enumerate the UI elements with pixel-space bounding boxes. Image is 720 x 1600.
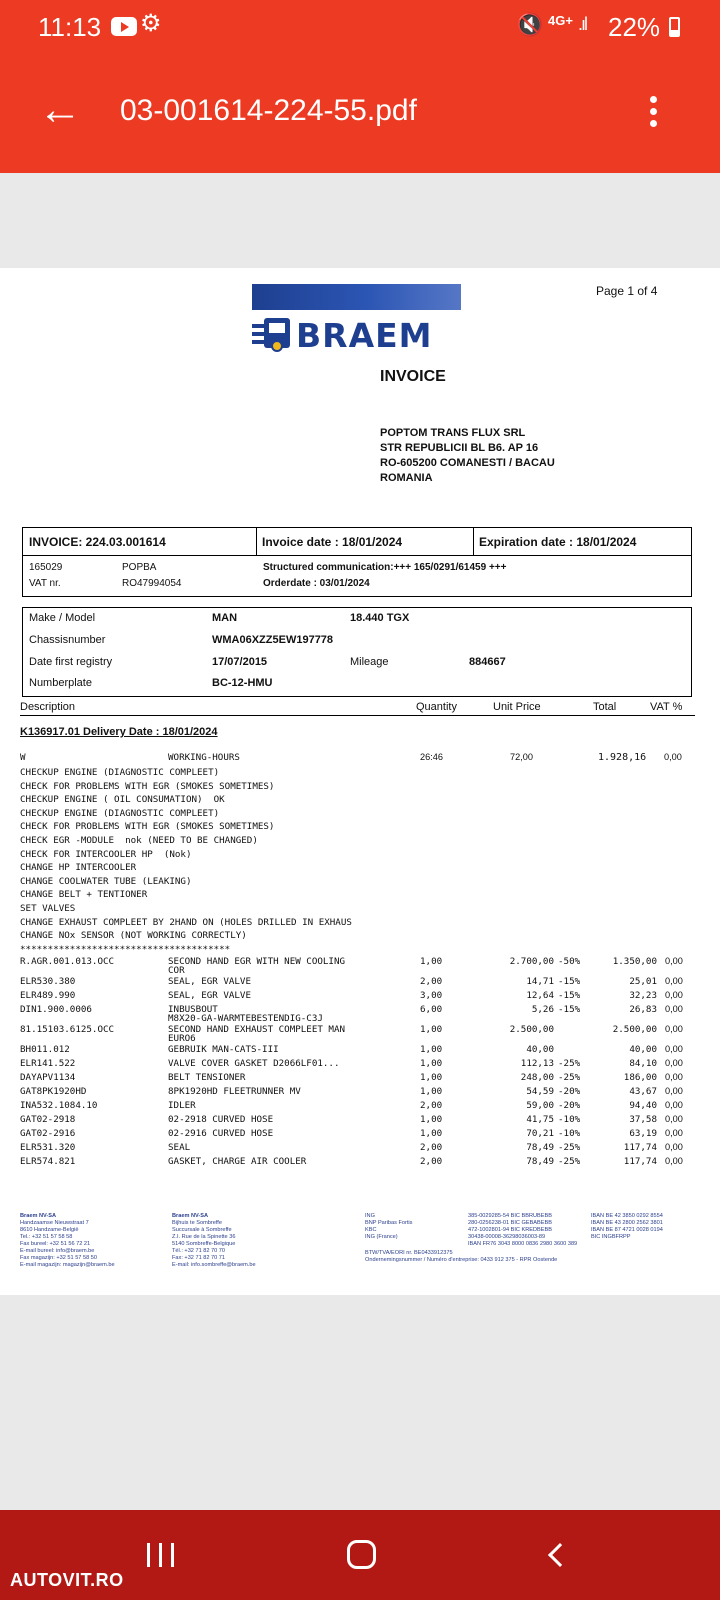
vat-label: VAT nr. [29,578,61,589]
more-options-icon[interactable] [650,96,660,132]
order-date: Orderdate : 03/01/2024 [263,578,370,589]
cell-total: 1.350,00 [612,956,657,967]
gear-icon: ⚙ [140,10,162,37]
footer-line: ING (France) [365,1234,398,1240]
cell-vat: 0,00 [665,1004,683,1014]
footer-col-3 [365,1213,412,1241]
top-bar [0,0,720,173]
cell-price: 2.700,00 [509,956,554,967]
cell-desc: SEAL, EGR VALVE [168,976,251,987]
cell-price: 54,59 [526,1086,554,1097]
logo-band [252,284,461,310]
cell-qty: 2,00 [420,1142,443,1153]
cell-code: GAT02-2916 [20,1128,76,1139]
footer-line: Fax bureel: +32 51 56 72 21 [20,1241,91,1247]
cell-desc: SECOND HAND EGR WITH NEW COOLING [168,956,346,967]
cell-price: 78,49 [526,1156,554,1167]
cell-disc: -25% [558,1142,581,1153]
invoice-header-box [22,527,692,597]
note-line: CHANGE HP INTERCOOLER [20,862,137,874]
cell-code: GAT02-2918 [20,1114,76,1125]
cell-desc: SEAL [168,1142,191,1153]
footer-line: E-mail magazijn: magazijn@braem.be [20,1262,115,1268]
cell-qty: 1,00 [420,1024,443,1035]
note-line: CHANGE EXHAUST COMPLEET BY 2HAND ON (HOLES DRILLED IN EXHAUS [20,916,352,928]
cell-price: 70,21 [526,1128,554,1139]
cell-qty: 6,00 [420,1004,443,1015]
footer-col-1 [20,1213,115,1269]
number-plate: BC-12-HMU [212,677,273,689]
cell-vat: 0,00 [665,1044,683,1054]
status-bar [0,0,720,52]
cell-total: 84,10 [629,1058,657,1069]
footer-line: Handzaamse Nieuwstraat 7 [20,1220,89,1226]
footer-line: KBC [365,1227,377,1233]
recent-apps-icon[interactable] [147,1543,175,1567]
plate-label: Numberplate [29,677,92,689]
note-line: SET VALVES [20,902,76,914]
table-row [20,990,700,1004]
back-arrow-icon[interactable]: ← [38,85,82,134]
note-line: CHECK FOR INTERCOOLER HP (Nok) [20,848,192,860]
footer-line: 8610 Handzame-België [20,1227,79,1233]
cell-desc: 02-2916 CURVED HOSE [168,1128,274,1139]
work-notes [20,766,352,956]
make: MAN [212,612,238,624]
footer-line: IBAN FR76 3043 8000 0836 2980 3600 389 [468,1241,578,1247]
vat-number: RO47994054 [122,578,182,589]
battery-icon [669,17,680,37]
footer-col-5 [591,1213,663,1241]
cell-desc: 02-2918 CURVED HOSE [168,1114,274,1125]
cell-disc: -20% [558,1100,581,1111]
work-vat: 0,00 [664,752,682,762]
chassis-number: WMA06XZZ5EW197778 [212,634,334,646]
cell-disc: -15% [558,990,581,1001]
footer-line: 5140 Sombreffe-Belgique [172,1241,236,1247]
cell-qty: 3,00 [420,990,443,1001]
cell-disc: -25% [558,1156,581,1167]
cell-vat: 0,00 [665,1024,683,1034]
file-title: 03-001614-224-55.pdf [120,94,417,127]
footer-line: Fax magazijn: +32 51 57 58 50 [20,1255,97,1261]
pdf-page[interactable] [0,268,720,1295]
cell-price: 5,26 [531,1004,554,1015]
note-line: CHECKUP ENGINE ( OIL CONSUMATION) OK [20,794,225,806]
table-row [20,976,700,990]
footer-line: BNP Paribas Fortis [365,1220,413,1226]
cell-desc: GASKET, CHARGE AIR COOLER [168,1156,307,1167]
vehicle-box [22,607,692,697]
cell-code: ELR531.320 [20,1142,76,1153]
cell-desc-continued: EURO6 [168,1033,196,1044]
cell-total: 186,00 [623,1072,657,1083]
cell-vat: 0,00 [665,956,683,966]
footer-line: 385-0029285-54 BIC BBRUBEBB [468,1213,552,1219]
work-total: 1.928,16 [598,752,647,763]
doc-title: INVOICE [380,368,446,385]
customer-line: STR REPUBLICII BL B6. AP 16 [380,442,539,454]
cell-code: ELR574.821 [20,1156,76,1167]
cell-qty: 1,00 [420,1086,443,1097]
footer-line: 280-0256238-01 BIC GEBABEBB [468,1220,552,1226]
cell-desc: GEBRUIK MAN-CATS-III [168,1044,279,1055]
work-desc: WORKING-HOURS [168,752,240,763]
col-vat: VAT % [650,701,683,713]
registry-date: 17/07/2015 [212,656,268,668]
truck-icon [252,318,292,352]
cell-price: 12,64 [526,990,554,1001]
customer-line: ROMANIA [380,472,433,484]
cell-price: 41,75 [526,1114,554,1125]
cell-code: ELR141.522 [20,1058,76,1069]
footer-line: ING [365,1213,375,1219]
note-line: CHECK FOR PROBLEMS WITH EGR (SMOKES SOMETIMES) [20,780,275,792]
col-description: Description [20,701,76,713]
note-line: CHECK FOR PROBLEMS WITH EGR (SMOKES SOMETIMES) [20,821,275,833]
customer-number: 165029 [29,562,63,573]
cell-desc: BELT TENSIONER [168,1072,246,1083]
footer-line: E-mail: info.sombreffe@braem.be [172,1262,256,1268]
cell-code: ELR530.380 [20,976,76,987]
footer-col-4 [468,1213,577,1248]
cell-total: 2.500,00 [612,1024,657,1035]
cell-vat: 0,00 [665,1156,683,1166]
mileage-label: Mileage [350,656,389,668]
cell-disc: -25% [558,1072,581,1083]
signal-icon: .ıl [578,14,587,34]
note-line: ************************************** [20,943,231,955]
page-indicator: Page 1 of 4 [596,284,658,298]
cell-total: 32,23 [629,990,657,1001]
cell-total: 63,19 [629,1128,657,1139]
cell-price: 14,71 [526,976,554,987]
work-price: 72,00 [510,752,533,762]
footer-line: 472-1002801-94 BIC KREDBEBB [468,1227,552,1233]
cell-disc: -10% [558,1128,581,1139]
footer-line: Succursale à Sombreffe [172,1227,232,1233]
customer-line: POPTOM TRANS FLUX SRL [380,427,526,439]
cell-total: 117,74 [623,1156,657,1167]
cell-desc-continued: COR [168,965,185,976]
cell-vat: 0,00 [665,1128,683,1138]
structured-communication: Structured communication:+++ 165/0291/61459 +++ [263,562,507,573]
cell-total: 37,58 [629,1114,657,1125]
table-row [20,1128,700,1142]
cell-qty: 1,00 [420,1128,443,1139]
footer-company: Ondernemingsnummer / Numéro d'entreprise: 0433 912 375 - RPR Oostende [365,1257,558,1263]
cell-code: R.AGR.001.013.OCC [20,956,115,967]
footer-line: Tel.: +32 51 57 58 58 [20,1234,73,1240]
note-line: CHECKUP ENGINE (DIAGNOSTIC COMPLEET) [20,807,220,819]
expiration-date: Expiration date : 18/01/2024 [479,535,637,549]
footer-line: E-mail bureel: info@braem.be [20,1248,95,1254]
cell-total: 43,67 [629,1086,657,1097]
footer-line: Braem NV-SA [172,1213,209,1219]
table-row [20,1044,700,1058]
cell-total: 94,40 [629,1100,657,1111]
cell-code: GAT8PK1920HD [20,1086,87,1097]
cell-disc: -15% [558,976,581,987]
cell-code: DAYAPV1134 [20,1072,76,1083]
mileage: 884667 [469,656,506,668]
cell-desc: INBUSBOUT [168,1004,218,1015]
footer-vat: BTW/TVA/EORI nr. BE0433912375 [365,1250,453,1256]
col-quantity: Quantity [416,701,457,713]
table-row [20,1100,700,1114]
cell-desc: IDLER [168,1100,196,1111]
cell-vat: 0,00 [665,990,683,1000]
make-label: Make / Model [29,612,96,624]
cell-vat: 0,00 [665,1114,683,1124]
invoice-date: Invoice date : 18/01/2024 [262,535,403,549]
table-row [20,1058,700,1072]
registry-label: Date first registry [29,656,113,668]
cell-qty: 2,00 [420,1156,443,1167]
home-icon[interactable] [347,1540,376,1569]
cell-price: 40,00 [526,1044,554,1055]
braem-logo [252,316,462,354]
footer-line: IBAN BE 43 2800 2562 3801 [591,1220,663,1226]
back-icon[interactable] [556,1540,572,1568]
table-row [20,1072,700,1086]
table-row [20,956,700,976]
cell-code: 81.15103.6125.OCC [20,1024,115,1035]
note-line: CHECKUP ENGINE (DIAGNOSTIC COMPLEET) [20,767,220,778]
cell-disc: -25% [558,1058,581,1069]
footer-col-2 [172,1213,256,1269]
footer-line: Tél.: +32 71 82 70 70 [172,1248,226,1254]
footer-line: Fax: +32 71 82 70 71 [172,1255,226,1261]
work-qty: 26:46 [420,752,443,762]
work-row [20,752,700,766]
footer-line: BIC INGBFRPP [591,1234,631,1240]
customer-line: RO-605200 COMANESTI / BACAU [380,457,555,469]
table-row [20,1004,700,1024]
network-type: 4G+ [548,13,573,28]
cell-vat: 0,00 [665,1100,683,1110]
status-time: 11:13 [38,12,102,42]
cell-total: 26,83 [629,1004,657,1015]
cell-total: 117,74 [623,1142,657,1153]
cell-desc-continued: M8X20-GA-WARMTEBESTENDIG-C3J [168,1013,323,1024]
cell-vat: 0,00 [665,1072,683,1082]
footer-line: IBAN BE 42 3850 0292 8554 [591,1213,663,1219]
customer-code: POPBA [122,562,157,573]
footer-line: IBAN BE 87 4721 0028 0194 [591,1227,663,1233]
cell-qty: 2,00 [420,1100,443,1111]
footer-line: Bijhuis te Sombreffe [172,1220,222,1226]
table-row [20,1024,700,1044]
cell-vat: 0,00 [665,1086,683,1096]
note-line: CHANGE NOx SENSOR (NOT WORKING CORRECTLY) [20,930,247,942]
cell-disc: -10% [558,1114,581,1125]
cell-qty: 1,00 [420,1044,443,1055]
cell-price: 59,00 [526,1100,554,1111]
cell-code: DIN1.900.0006 [20,1004,92,1015]
cell-vat: 0,00 [665,1058,683,1068]
brand-name: BRAEM [296,316,433,355]
note-line: CHECK EGR -MODULE nok (NEED TO BE CHANGED) [20,834,258,846]
footer-line: Braem NV-SA [20,1213,57,1219]
table-row [20,1142,700,1156]
cell-qty: 2,00 [420,976,443,987]
cell-total: 25,01 [629,976,657,987]
customer-address [380,426,555,486]
cell-vat: 0,00 [665,976,683,986]
youtube-icon [111,17,137,36]
cell-price: 248,00 [520,1072,554,1083]
cell-code: INA532.1084.10 [20,1100,98,1111]
table-row [20,1114,700,1128]
cell-code: ELR489.990 [20,990,76,1001]
table-row [20,1156,700,1170]
cell-price: 112,13 [520,1058,554,1069]
cell-desc: 8PK1920HD FLEETRUNNER MV [168,1086,301,1097]
cell-desc: SEAL, EGR VALVE [168,990,251,1001]
cell-qty: 1,00 [420,1114,443,1125]
cell-vat: 0,00 [665,1142,683,1152]
table-header [20,700,695,716]
cell-qty: 1,00 [420,1072,443,1083]
cell-qty: 1,00 [420,956,443,967]
invoice-number: INVOICE: 224.03.001614 [29,535,166,549]
cell-price: 2.500,00 [509,1024,554,1035]
watermark: AUTOVIT.RO [10,1570,124,1590]
cell-desc: SECOND HAND EXHAUST COMPLEET MAN [168,1024,346,1035]
cell-price: 78,49 [526,1142,554,1153]
cell-disc: -20% [558,1086,581,1097]
note-line: CHANGE BELT + TENTIONER [20,889,148,901]
table-row [20,1086,700,1100]
cell-disc: -50% [558,956,581,967]
cell-disc: -15% [558,1004,581,1015]
model: 18.440 TGX [350,612,410,624]
col-total: Total [593,701,617,713]
footer-line: Z.I. Rue de la Spinette 36 [172,1234,236,1240]
note-line: CHANGE COOLWATER TUBE (LEAKING) [20,875,192,887]
battery-percent: 22% [608,12,661,42]
cell-total: 40,00 [629,1044,657,1055]
col-unit-price: Unit Price [493,701,541,713]
cell-qty: 1,00 [420,1058,443,1069]
cell-desc: VALVE COVER GASKET D2066LF01... [168,1058,340,1069]
delivery-line: K136917.01 Delivery Date : 18/01/2024 [20,726,218,738]
work-code: W [20,752,26,763]
cell-code: BH011.012 [20,1044,70,1055]
footer-line: 30438-00008-36298036003-89 [468,1234,546,1240]
chassis-label: Chassisnumber [29,634,106,646]
mute-icon: 🔇 [516,12,544,37]
